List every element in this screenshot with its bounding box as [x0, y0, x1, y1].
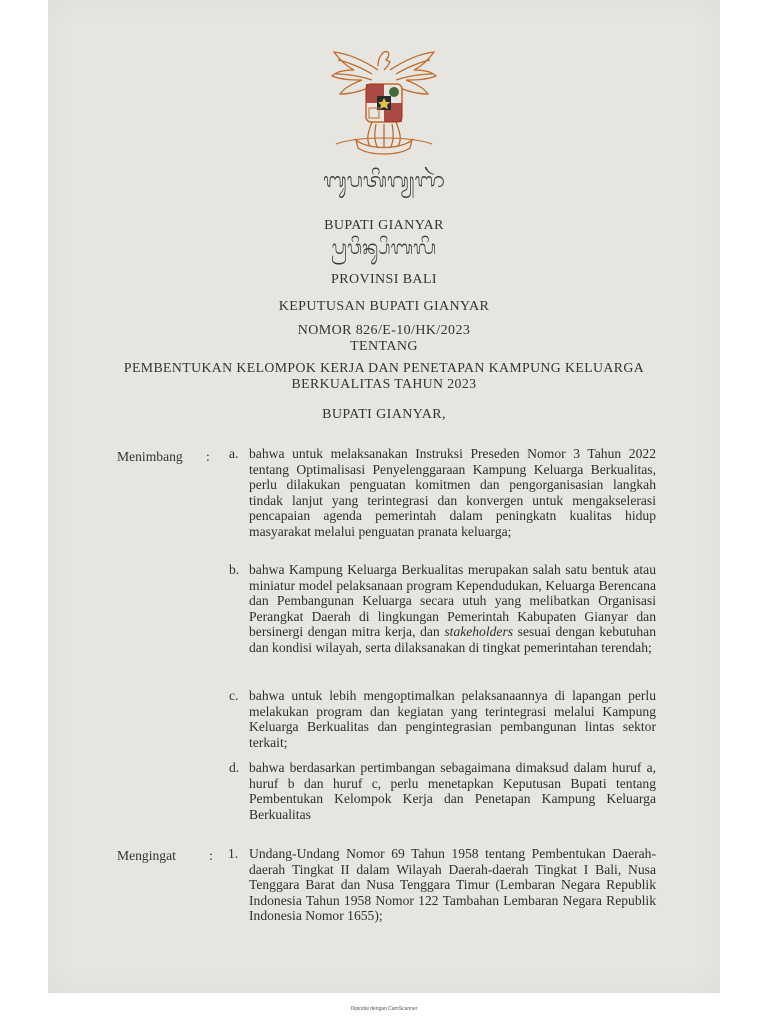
garuda-emblem-icon — [328, 40, 440, 156]
clause-d-text: bahwa berdasarkan pertimbangan sebagaimana dimaksud dalam huruf a, huruf b dan huruf c, perlu menetapkan Keputusan Bupati tentang Pembentukan Kelompok Kerja dan Penetapan Kampung Keluarga Berkualitas — [249, 760, 656, 822]
clause-b-text — [249, 562, 656, 655]
decree-subject-line-1: PEMBENTUKAN KELOMPOK KERJA DAN PENETAPAN KAMPUNG KELUARGA — [123, 360, 645, 375]
clause-b-text-after: sesuai dengan kebutuhan dan kondisi wilayah, serta dilaksanakan di tingkat pemerintahan terendah; — [249, 624, 656, 655]
decree-number: NOMOR 826/E-10/HK/2023 — [297, 323, 471, 338]
balinese-province-script: ᬧ᭄ᬭᬯᬶᬦ᭄ᬲᬶᬩᬮᬶ — [331, 238, 437, 259]
clause-c-marker: c. — [229, 688, 239, 703]
mengingat-1-text: Undang-Undang Nomor 69 Tahun 1958 tentang Pembentukan Daerah-daerah Tingkat II dalam Wilayah Daerah-daerah Tingkat I Bali, Nusa Tenggara Barat dan Nusa Tenggara Timur (Lembaran Negara Republik Indonesia Tahun 1958 Nomor 122 Tambahan Lembaran Negara Republik Indonesia Nomor 1655); — [249, 846, 656, 923]
clause-b-stakeholders: stakeholders — [444, 624, 514, 639]
regent-title: BUPATI GIANYAR — [324, 218, 444, 233]
mengingat-1-marker: 1. — [228, 846, 239, 861]
clause-b-text-before: bahwa Kampung Keluarga Berkualitas merupakan salah satu bentuk atau miniatur model pelaksanaan program Kependudukan, Keluarga Berencana dan Pembangunan Keluarga secara utuh yang melibatkan Organisasi Perangkat Daerah di lingkungan Pemerintah Kabupaten Gianyar dan bersinergi dengan mitra kerja, dan — [249, 562, 656, 639]
mengingat-label: Mengingat — [117, 848, 176, 863]
province-name: PROVINSI BALI — [331, 272, 437, 287]
clause-c-text: bahwa untuk lebih mengoptimalkan pelaksanaannya di lapangan perlu melakukan program dan kegiatan yang terintegrasi melalui Kampung Keluarga Berkualitas dan pengintegrasian pembangunan lintas sektor terkait; — [249, 688, 656, 750]
clause-a-marker: a. — [229, 446, 239, 461]
clause-d-marker: d. — [229, 760, 240, 775]
decree-title: KEPUTUSAN BUPATI GIANYAR — [278, 299, 490, 314]
mengingat-colon: : — [209, 848, 213, 863]
menimbang-colon: : — [206, 449, 210, 464]
scanner-watermark: Dipindai dengan CamScanner — [350, 1006, 418, 1012]
decree-about: TENTANG — [350, 339, 418, 354]
clause-a-text: bahwa untuk melaksanakan Instruksi Preseden Nomor 3 Tahun 2022 tentang Optimalisasi Penyelenggaraan Kampung Keluarga Berkualitas, perlu dilakukan penguatan komitmen dan pengorganisasian langkah tindak lanjut yang terintegrasi dan konvergen untuk mengakselerasi pencapaian agenda pemerintah dalam peningkatn kualitas hidup masyarakat melalui penguatan pranata keluarga; — [249, 446, 656, 539]
decree-subject-line-2: BERKUALITAS TAHUN 2023 — [291, 376, 477, 391]
clause-b-marker: b. — [229, 562, 240, 577]
decree-issuer: BUPATI GIANYAR, — [322, 407, 446, 422]
menimbang-label: Menimbang — [117, 449, 183, 464]
balinese-title-script: ᬩᬸᬧᬢᬶᬕ᭄ᬬᬜᬃ — [323, 170, 445, 192]
